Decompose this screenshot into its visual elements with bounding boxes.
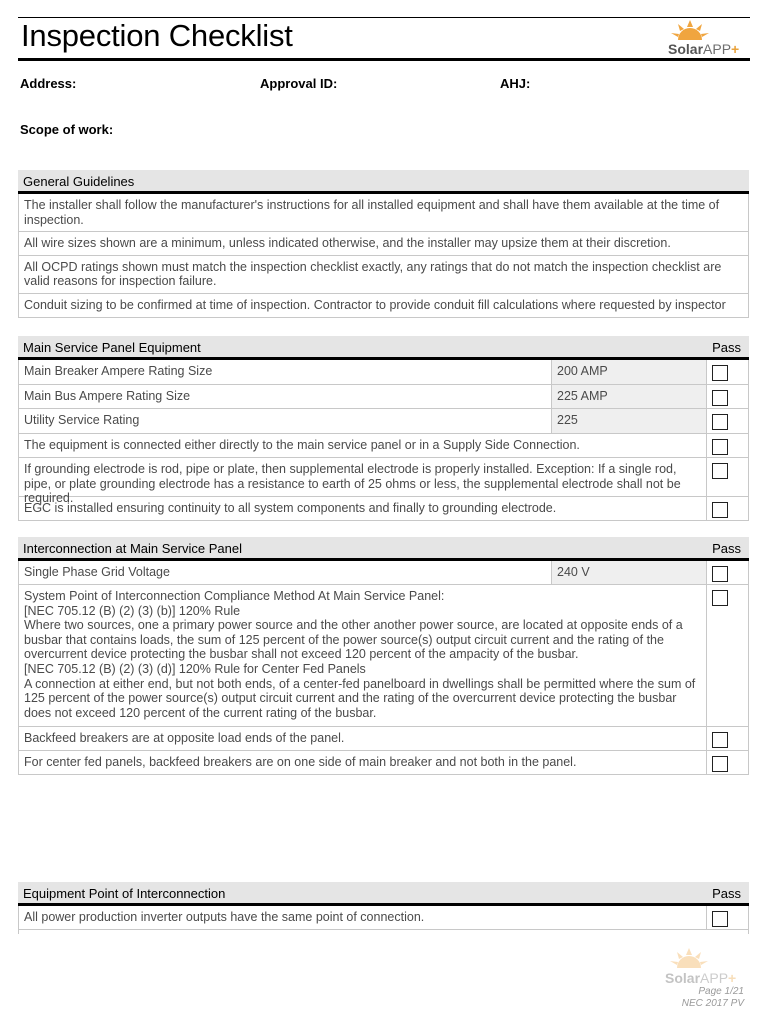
row-value: 200 AMP <box>551 360 706 384</box>
main-service-panel-section <box>18 336 749 521</box>
pass-checkbox[interactable] <box>712 911 728 927</box>
sun-icon <box>669 948 709 970</box>
pass-checkbox[interactable] <box>712 390 728 406</box>
row-text: EGC is installed ensuring continuity to all system components and finally to grounding electrode. <box>24 501 557 515</box>
guideline-text: The installer shall follow the manufacturer's instructions for all installed equipment and shall have them available at the time of inspection. <box>24 198 720 227</box>
checklist-row <box>19 385 748 409</box>
equipment-poi-header <box>18 882 749 906</box>
pass-cell <box>706 751 748 774</box>
page-label: Page 1/21 <box>698 986 744 997</box>
checklist-row <box>19 561 748 585</box>
checklist-row <box>19 409 748 434</box>
checklist-row <box>19 497 748 521</box>
pass-column-header: Pass <box>712 541 741 556</box>
guideline-row <box>19 294 748 318</box>
pass-cell <box>706 585 748 726</box>
pass-checkbox[interactable] <box>712 439 728 455</box>
pass-cell <box>706 906 748 929</box>
logo-plus: + <box>731 41 740 57</box>
row-text: Single Phase Grid Voltage <box>24 565 170 579</box>
checklist-row <box>19 360 748 385</box>
pass-checkbox[interactable] <box>712 732 728 748</box>
pass-cell <box>706 434 748 457</box>
pass-cell <box>706 727 748 750</box>
checklist-row <box>19 585 748 727</box>
pass-checkbox[interactable] <box>712 566 728 582</box>
guideline-row <box>19 194 748 232</box>
approval-id-label: Approval ID: <box>260 76 338 91</box>
checklist-row <box>19 458 748 506</box>
sun-icon <box>670 20 710 42</box>
equipment-poi-section <box>18 882 749 934</box>
logo-solar: Solar <box>665 970 701 986</box>
row-value: 240 V <box>551 561 706 584</box>
pass-cell <box>706 360 748 384</box>
footer-logo-text <box>665 970 736 986</box>
row-text: Utility Service Rating <box>24 413 140 427</box>
row-text: Main Bus Ampere Rating Size <box>24 389 191 403</box>
checklist-row <box>19 906 748 930</box>
checklist-row <box>19 727 748 751</box>
general-guidelines-rows <box>18 194 749 318</box>
scope-of-work-label: Scope of work: <box>20 122 114 137</box>
guideline-text: All OCPD ratings shown must match the inspection checklist exactly, any ratings that do not match the inspection checklist are valid reasons for inspection failure. <box>24 259 722 289</box>
general-guidelines-header <box>18 170 749 194</box>
main-service-panel-rows <box>18 360 749 521</box>
logo-text <box>668 41 739 57</box>
section-title: Interconnection at Main Service Panel <box>23 541 242 556</box>
code-label: NEC 2017 PV <box>681 998 744 1009</box>
section-title: Main Service Panel Equipment <box>23 340 201 355</box>
pass-column-header: Pass <box>712 340 741 355</box>
row-text <box>19 585 706 726</box>
interconnection-section <box>18 537 749 775</box>
pass-cell <box>706 409 748 433</box>
poi-line: A connection at either end, but not both ends, of a center-fed panelboard in dwellings shall be permitted where the sum of 125 percent of the power source(s) output circuit current and the rating of the overcurrent device protecting the busbar does not exceed 120 percent of the current rating of the busbar. <box>24 676 696 720</box>
pass-checkbox[interactable] <box>712 756 728 772</box>
guideline-text: Conduit sizing to be confirmed at time of inspection. Contractor to provide conduit fill calculations where requested by inspector <box>24 297 726 312</box>
guideline-text: All wire sizes shown are a minimum, unless indicated otherwise, and the installer may upsize them at their discretion. <box>24 236 671 251</box>
main-service-panel-header <box>18 336 749 360</box>
guideline-row <box>19 256 748 294</box>
pass-checkbox[interactable] <box>712 414 728 430</box>
guideline-row <box>19 232 748 256</box>
poi-line: [NEC 705.12 (B) (2) (3) (d)] 120% Rule for Center Fed Panels <box>24 661 366 676</box>
general-guidelines-section <box>18 170 749 318</box>
pass-cell <box>706 497 748 520</box>
logo-solar: Solar <box>668 41 704 57</box>
section-title: Equipment Point of Interconnection <box>23 886 226 901</box>
solarapp-logo <box>668 20 752 58</box>
poi-line: System Point of Interconnection Compliance Method At Main Service Panel: <box>24 589 445 603</box>
section-title: General Guidelines <box>23 174 135 189</box>
row-text: Main Breaker Ampere Rating Size <box>24 364 213 378</box>
row-text: If grounding electrode is rod, pipe or plate, then supplemental electrode is properly installed. Exception: If a single rod, pipe, or plate grounding electrode has a resistance to earth of 25 ohms or less, the supplemental electrode shall not be required. <box>24 462 681 506</box>
pass-checkbox[interactable] <box>712 590 728 606</box>
pass-column-header: Pass <box>712 886 741 901</box>
row-text: For center fed panels, backfeed breakers are on one side of main breaker and not both in the panel. <box>24 755 577 769</box>
page-number <box>682 986 744 1010</box>
pass-cell <box>706 561 748 584</box>
row-text: The equipment is connected either directly to the main service panel or in a Supply Side Connection. <box>24 438 580 452</box>
pass-checkbox[interactable] <box>712 365 728 381</box>
address-label: Address: <box>20 76 77 91</box>
logo-app: APP <box>703 41 732 57</box>
pass-checkbox[interactable] <box>712 463 728 479</box>
poi-line: [NEC 705.12 (B) (2) (3) (b)] 120% Rule <box>24 603 241 618</box>
page-title: Inspection Checklist <box>21 18 293 53</box>
pass-checkbox[interactable] <box>712 502 728 518</box>
row-value: 225 <box>551 409 706 433</box>
checklist-row <box>19 751 748 775</box>
row-text: All power production inverter outputs have the same point of connection. <box>24 910 425 924</box>
interconnection-rows <box>18 561 749 775</box>
interconnection-header <box>18 537 749 561</box>
pass-cell <box>706 458 748 496</box>
ahj-label: AHJ: <box>500 76 531 91</box>
poi-line: Where two sources, one a primary power source and the other another power source, are located at opposite ends of a busbar that contains loads, the sum of 125 percent of the power source(s) output circuit current and the rating of the overcurrent device protecting the busbar shall not exceed 120 percent of the ampacity of the busbar. <box>24 618 683 662</box>
title-rule <box>18 58 750 61</box>
pass-cell <box>706 385 748 408</box>
row-value: 225 AMP <box>551 385 706 408</box>
logo-plus: + <box>728 970 737 986</box>
equipment-poi-rows <box>18 906 749 934</box>
row-text: Backfeed breakers are at opposite load ends of the panel. <box>24 731 345 745</box>
logo-app: APP <box>700 970 729 986</box>
checklist-row <box>19 434 748 458</box>
